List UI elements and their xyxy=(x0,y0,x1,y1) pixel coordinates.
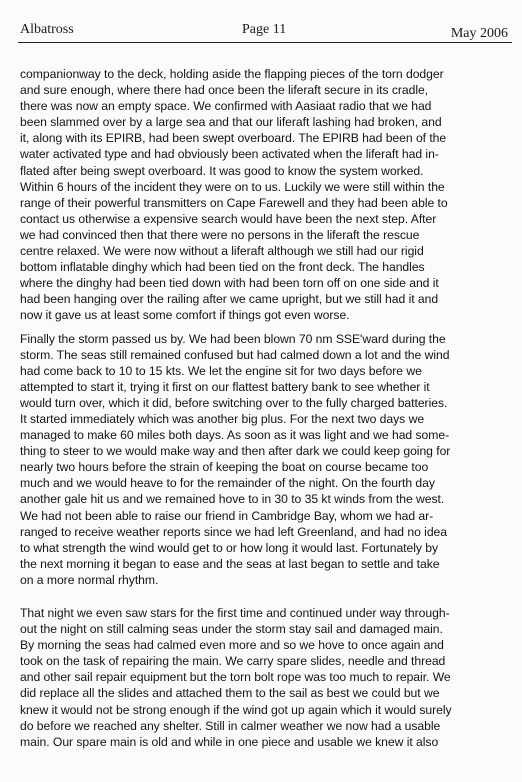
text-line: another gale hit us and we remained hove to in 30 to 35 kt winds from the west. xyxy=(20,492,445,507)
text-line: centre relaxed. We were now without a liferaft although we still had our rigid xyxy=(20,244,424,259)
text-line: much and we would heave to for the remainder of the night. On the fourth day xyxy=(20,476,435,491)
text-line: had come back to 10 to 15 kts. We let the engine sit for two days before we xyxy=(20,363,422,378)
page-header xyxy=(20,22,512,40)
text-line: it, along with its EPIRB, had been swept overboard. The EPIRB had been of the xyxy=(20,131,447,146)
paragraph-3 xyxy=(20,605,516,750)
text-line: did replace all the slides and attached them to the sail as best we could but we xyxy=(20,686,440,701)
text-line: That night we even saw stars for the first time and continued under way through- xyxy=(20,606,450,620)
text-line: storm. The seas still remained confused but had calmed down a lot and the wind xyxy=(20,347,450,362)
text-line: now it gave us at least some comfort if things got even worse. xyxy=(20,308,350,323)
text-line: attempted to start it, trying it first on our flattest battery bank to see whether it xyxy=(20,379,430,394)
text-line: where the dinghy had been tied down with had been torn off on one side and it xyxy=(20,276,439,291)
text-line: ranged to receive weather reports since we had left Greenland, and had no idea xyxy=(20,524,448,539)
header-rule xyxy=(18,42,512,43)
text-line: We had not been able to raise our friend in Cambridge Bay, whom we had ar- xyxy=(20,508,434,523)
text-line: and sure enough, where there had once been the liferaft secure in its cradle, xyxy=(20,83,429,98)
text-line: on a more normal rhythm. xyxy=(20,572,159,587)
text-line: we had convinced then that there were no persons in the liferaft the rescue xyxy=(20,227,420,242)
article-body xyxy=(20,66,516,750)
text-line: would turn over, which it did, before switching over to the fully charged batteries. xyxy=(20,395,448,410)
text-line: flated after being swept overboard. It was good to know the system worked. xyxy=(20,163,424,178)
text-line: been slammed over by a large sea and that our liferaft lashing had broken, and xyxy=(20,115,442,130)
text-line: contact us otherwise a expensive search would have been the next step. After xyxy=(20,211,437,226)
text-line: nearly two hours before the strain of keeping the boat on course became too xyxy=(20,460,429,475)
text-line: and other sail repair equipment but the torn bolt rope was too much to repair. We xyxy=(20,670,451,685)
text-line: do before we reached any shelter. Still in calmer weather we now had a usable xyxy=(20,718,441,733)
text-line: knew it would not be strong enough if the wind got up again which it would surely xyxy=(20,702,452,717)
text-line: It started immediately which was another big plus. For the next two days we xyxy=(20,411,425,426)
text-line: had been hanging over the railing after we came upright, but we still had it and xyxy=(20,292,439,307)
text-line: out the night on still calming seas under the storm stay sail and damaged main. xyxy=(20,622,443,637)
text-line: bottom inflatable dinghy which had been tied on the front deck. The handles xyxy=(20,260,425,275)
issue-date: May 2006 xyxy=(450,26,508,41)
text-line: the next morning it began to ease and the seas at last began to settle and take xyxy=(20,556,440,571)
text-line: took on the task of repairing the main. We carry spare slides, needle and thread xyxy=(20,654,446,669)
text-line: managed to make 60 miles both days. As soon as it was light and we had some- xyxy=(20,428,450,443)
text-line: to what strength the wind would get to or how long it would last. Fortunately by xyxy=(20,540,439,555)
text-line: companionway to the deck, holding aside the flapping pieces of the torn dodger xyxy=(20,67,444,81)
paragraph-1 xyxy=(20,66,516,324)
text-line: there was now an empty space. We confirmed with Aasiaat radio that we had xyxy=(20,99,432,114)
paragraph-2 xyxy=(20,331,516,589)
text-line: Finally the storm passed us by. We had been blown 70 nm SSE'ward during the xyxy=(20,331,446,346)
page-number: Page 11 xyxy=(242,22,287,37)
text-line: range of their powerful transmitters on Cape Farewell and they had been able to xyxy=(20,195,448,210)
text-line: main. Our spare main is old and while in one piece and usable we knew it also xyxy=(20,734,439,749)
text-line: thing to steer to we would make way and then after dark we could keep going for xyxy=(20,444,451,459)
text-line: Within 6 hours of the incident they were on to us. Luckily we were still within the xyxy=(20,179,445,194)
text-line: water activated type and had obviously been activated when the liferaft had in- xyxy=(20,147,439,162)
publication-title: Albatross xyxy=(20,22,74,37)
text-line: By morning the seas had calmed even more and so we hove to once again and xyxy=(20,638,444,653)
